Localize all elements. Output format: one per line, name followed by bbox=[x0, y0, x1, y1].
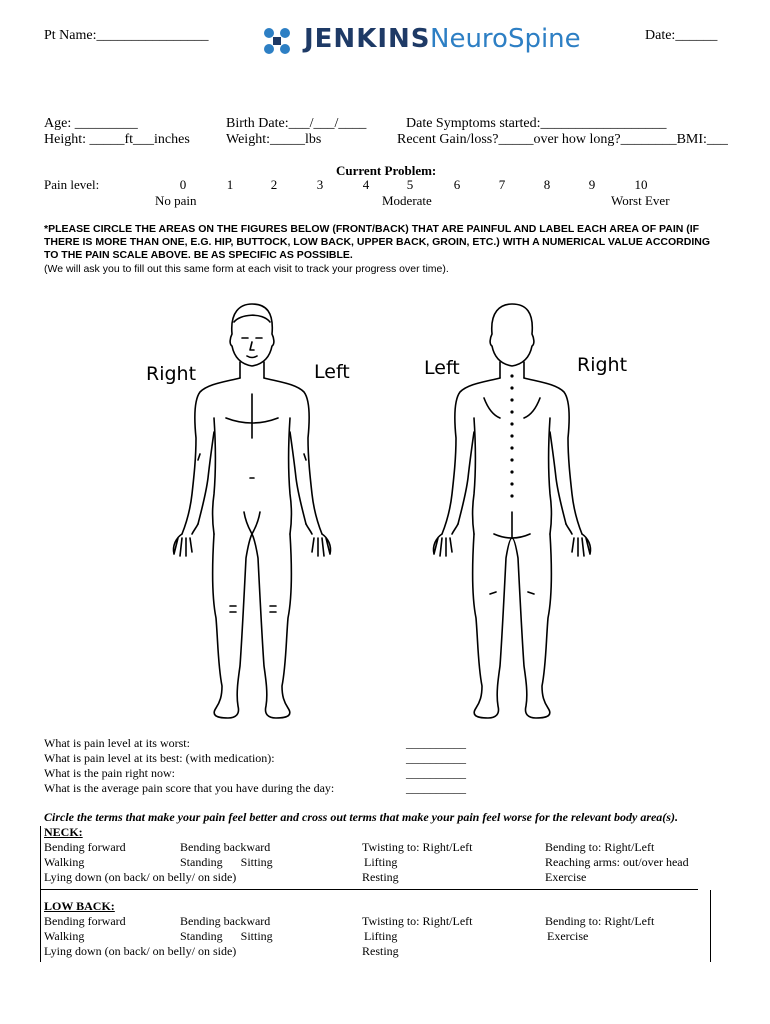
pain-average-blank[interactable]: __________ bbox=[406, 781, 466, 795]
weight-field[interactable]: Weight:_____lbs bbox=[226, 132, 322, 147]
low-back-term[interactable]: Exercise bbox=[547, 929, 589, 943]
low-back-term[interactable]: Lying down (on back/ on belly/ on side) bbox=[44, 944, 237, 958]
pain-scale-number[interactable]: 1 bbox=[226, 177, 234, 192]
back-left-label: Left bbox=[424, 357, 460, 379]
logo-product: NeuroSpine bbox=[430, 24, 581, 54]
neck-term[interactable]: Bending backward bbox=[180, 840, 271, 854]
front-body-figure[interactable] bbox=[150, 298, 360, 730]
date-field[interactable]: Date:______ bbox=[645, 28, 718, 43]
front-left-label: Left bbox=[314, 361, 350, 383]
low-back-term[interactable]: Bending backward bbox=[180, 914, 271, 928]
low-back-heading: LOW BACK: bbox=[44, 899, 115, 913]
low-back-term[interactable]: Walking bbox=[44, 929, 85, 943]
low-back-term[interactable]: Bending forward bbox=[44, 914, 126, 928]
pain-now-question: What is the pain right now: bbox=[44, 766, 175, 780]
height-field[interactable]: Height: _____ft___inches bbox=[44, 132, 190, 147]
low-back-term[interactable]: Bending to: Right/Left bbox=[545, 914, 655, 928]
age-field[interactable]: Age: _________ bbox=[44, 116, 138, 131]
low-back-term[interactable]: Resting bbox=[362, 944, 399, 958]
pain-scale-number[interactable]: 6 bbox=[453, 177, 461, 192]
neck-term[interactable]: Bending to: Right/Left bbox=[545, 840, 655, 854]
no-pain-label: No pain bbox=[155, 193, 197, 208]
pain-worst-question: What is pain level at its worst: bbox=[44, 736, 190, 750]
neck-term[interactable]: Bending forward bbox=[44, 840, 126, 854]
pain-scale-number[interactable]: 4 bbox=[362, 177, 370, 192]
section-border-left bbox=[40, 826, 41, 962]
neck-term[interactable]: Resting bbox=[362, 870, 399, 884]
low-back-term[interactable]: Lifting bbox=[364, 929, 398, 943]
worst-ever-label: Worst Ever bbox=[611, 193, 670, 208]
neck-term[interactable]: Exercise bbox=[545, 870, 587, 884]
pain-scale-number[interactable]: 3 bbox=[316, 177, 324, 192]
recent-gain-field[interactable]: Recent Gain/loss?_____over how long?________BMI:___ bbox=[397, 132, 728, 147]
neck-term[interactable]: Lying down (on back/ on belly/ on side) bbox=[44, 870, 237, 884]
pain-best-question: What is pain level at its best: (with medication): bbox=[44, 751, 275, 765]
birth-date-field[interactable]: Birth Date:___/___/____ bbox=[226, 116, 367, 131]
pain-scale-number[interactable]: 9 bbox=[588, 177, 596, 192]
neck-term[interactable]: Lifting bbox=[364, 855, 398, 869]
neck-term[interactable]: Twisting to: Right/Left bbox=[362, 840, 473, 854]
neck-term[interactable]: Reaching arms: out/over head bbox=[545, 855, 689, 869]
section-divider bbox=[40, 889, 698, 890]
back-body-figure[interactable] bbox=[410, 298, 620, 730]
pain-scale-number[interactable]: 8 bbox=[543, 177, 551, 192]
pain-average-question: What is the average pain score that you have during the day: bbox=[44, 781, 335, 795]
low-back-term[interactable]: Twisting to: Right/Left bbox=[362, 914, 473, 928]
circle-areas-instruction: *PLEASE CIRCLE THE AREAS ON THE FIGURES BELOW (FRONT/BACK) THAT ARE PAINFUL AND LABEL EACH AREA OF PAIN (IF THERE IS MORE THAN ONE, E.G. HIP, BUTTOCK, LOW BACK, UPPER BACK, GROIN, ETC.) WITH A NUMERICAL VALUE ACCORDING TO THE PAIN SCALE ABOVE. BE AS SPECIFIC AS POSSIBLE. bbox=[44, 223, 710, 261]
logo-mark-icon bbox=[262, 26, 292, 56]
progress-note: (We will ask you to fill out this same form at each visit to track your progress over time). bbox=[44, 263, 449, 275]
moderate-label: Moderate bbox=[382, 193, 432, 208]
section-border-right bbox=[710, 890, 711, 962]
pain-level-label: Pain level: bbox=[44, 177, 100, 192]
neck-heading: NECK: bbox=[44, 825, 83, 839]
back-right-label: Right bbox=[577, 354, 628, 376]
pain-now-blank[interactable]: __________ bbox=[406, 766, 466, 780]
pain-scale-number[interactable]: 10 bbox=[634, 177, 648, 192]
patient-name-field[interactable]: Pt Name:________________ bbox=[44, 28, 209, 43]
pain-scale-number[interactable]: 2 bbox=[270, 177, 278, 192]
front-right-label: Right bbox=[146, 363, 197, 385]
pain-worst-blank[interactable]: __________ bbox=[406, 736, 466, 750]
neck-term[interactable]: Standing Sitting bbox=[180, 855, 273, 869]
neck-term[interactable]: Walking bbox=[44, 855, 85, 869]
terms-instruction: Circle the terms that make your pain feel better and cross out terms that make your pain feel worse for the relevant body area(s). bbox=[44, 810, 678, 824]
current-problem-heading: Current Problem: bbox=[336, 163, 437, 178]
pain-scale-number[interactable]: 0 bbox=[179, 177, 187, 192]
pain-best-blank[interactable]: __________ bbox=[406, 751, 466, 765]
pain-scale-number[interactable]: 5 bbox=[406, 177, 414, 192]
symptoms-started-field[interactable]: Date Symptoms started:__________________ bbox=[406, 116, 667, 131]
pain-scale-number[interactable]: 7 bbox=[498, 177, 506, 192]
low-back-term[interactable]: Standing Sitting bbox=[180, 929, 273, 943]
logo-brand: JENKINS bbox=[304, 24, 431, 54]
